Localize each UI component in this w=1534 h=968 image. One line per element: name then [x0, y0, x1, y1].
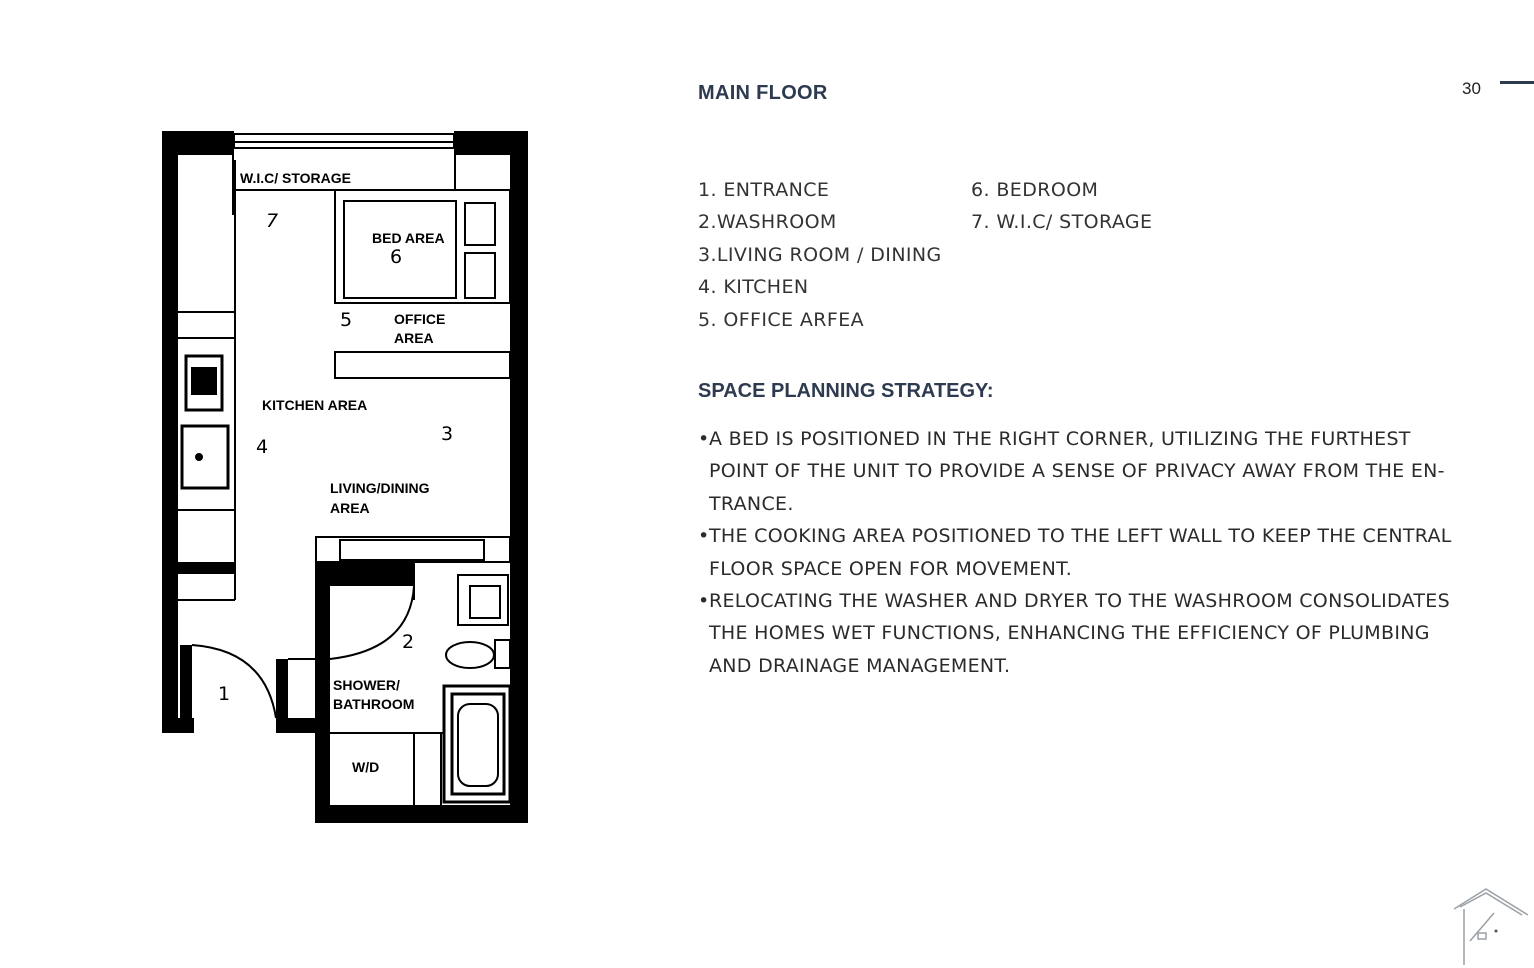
strategy-bullet	[698, 424, 1458, 521]
bullet-line: TRANCE.	[709, 492, 794, 515]
bullet-dot-icon: •	[698, 428, 710, 450]
floor-plan-labels	[240, 170, 445, 775]
legend-item: 3.LIVING ROOM / DINING	[698, 243, 942, 266]
room-legend-column-2	[971, 176, 1152, 241]
room-legend-column-1	[698, 176, 942, 338]
room-number: 5	[340, 309, 353, 331]
plan-label-office: AREA	[394, 330, 434, 346]
room-number: 3	[441, 423, 454, 445]
bullet-line: RELOCATING THE WASHER AND DRYER TO THE WASHROOM CONSOLIDATES	[709, 589, 1450, 612]
legend-item: 4. KITCHEN	[698, 276, 809, 299]
room-number: 1	[218, 683, 231, 705]
plan-label-bed: BED AREA	[372, 230, 445, 246]
plan-label-washer-dryer: W/D	[352, 759, 380, 775]
strategy-bullet	[698, 521, 1458, 586]
strategy-heading: SPACE PLANNING STRATEGY:	[698, 380, 994, 402]
strategy-bullet	[698, 586, 1458, 683]
page-number: 30	[1462, 79, 1481, 98]
page-title: MAIN FLOOR	[698, 82, 828, 104]
legend-item: 1. ENTRANCE	[698, 179, 830, 201]
legend-item: 6. BEDROOM	[971, 179, 1099, 201]
plan-label-kitchen: KITCHEN AREA	[262, 397, 368, 413]
bullet-line: THE COOKING AREA POSITIONED TO THE LEFT WALL TO KEEP THE CENTRAL	[709, 525, 1452, 548]
strategy-bullet-list	[698, 424, 1458, 683]
legend-item: 5. OFFICE ARFEA	[698, 308, 865, 331]
room-number: 4	[256, 436, 269, 458]
plan-label-living: AREA	[330, 500, 370, 516]
bullet-dot-icon: •	[698, 525, 710, 548]
room-number: 2	[402, 631, 415, 653]
legend-item: 7. W.I.C/ STORAGE	[971, 211, 1153, 234]
bullet-line: A BED IS POSITIONED IN THE RIGHT CORNER, UTILIZING THE FURTHEST	[709, 428, 1411, 450]
room-number: 6	[390, 246, 403, 268]
plan-label-bathroom: BATHROOM	[333, 696, 415, 712]
plan-label-bathroom: SHOWER/	[333, 677, 400, 693]
bullet-dot-icon: •	[698, 589, 710, 612]
bullet-line: FLOOR SPACE OPEN FOR MOVEMENT.	[709, 557, 1073, 580]
house-logo-icon	[1450, 885, 1530, 965]
legend-item: 2.WASHROOM	[698, 211, 837, 234]
bullet-line: AND DRAINAGE MANAGEMENT.	[709, 654, 1011, 677]
bullet-line: POINT OF THE UNIT TO PROVIDE A SENSE OF PRIVACY AWAY FROM THE EN-	[709, 460, 1445, 483]
floor-plan	[150, 120, 550, 840]
plan-label-living: LIVING/DINING	[330, 480, 430, 496]
plan-label-office: OFFICE	[394, 311, 446, 327]
room-number: 7	[266, 210, 279, 232]
bullet-line: THE HOMES WET FUNCTIONS, ENHANCING THE EFFICIENCY OF PLUMBING	[709, 622, 1430, 645]
page-number-rule	[1500, 81, 1534, 84]
plan-label-wic: W.I.C/ STORAGE	[240, 170, 351, 186]
